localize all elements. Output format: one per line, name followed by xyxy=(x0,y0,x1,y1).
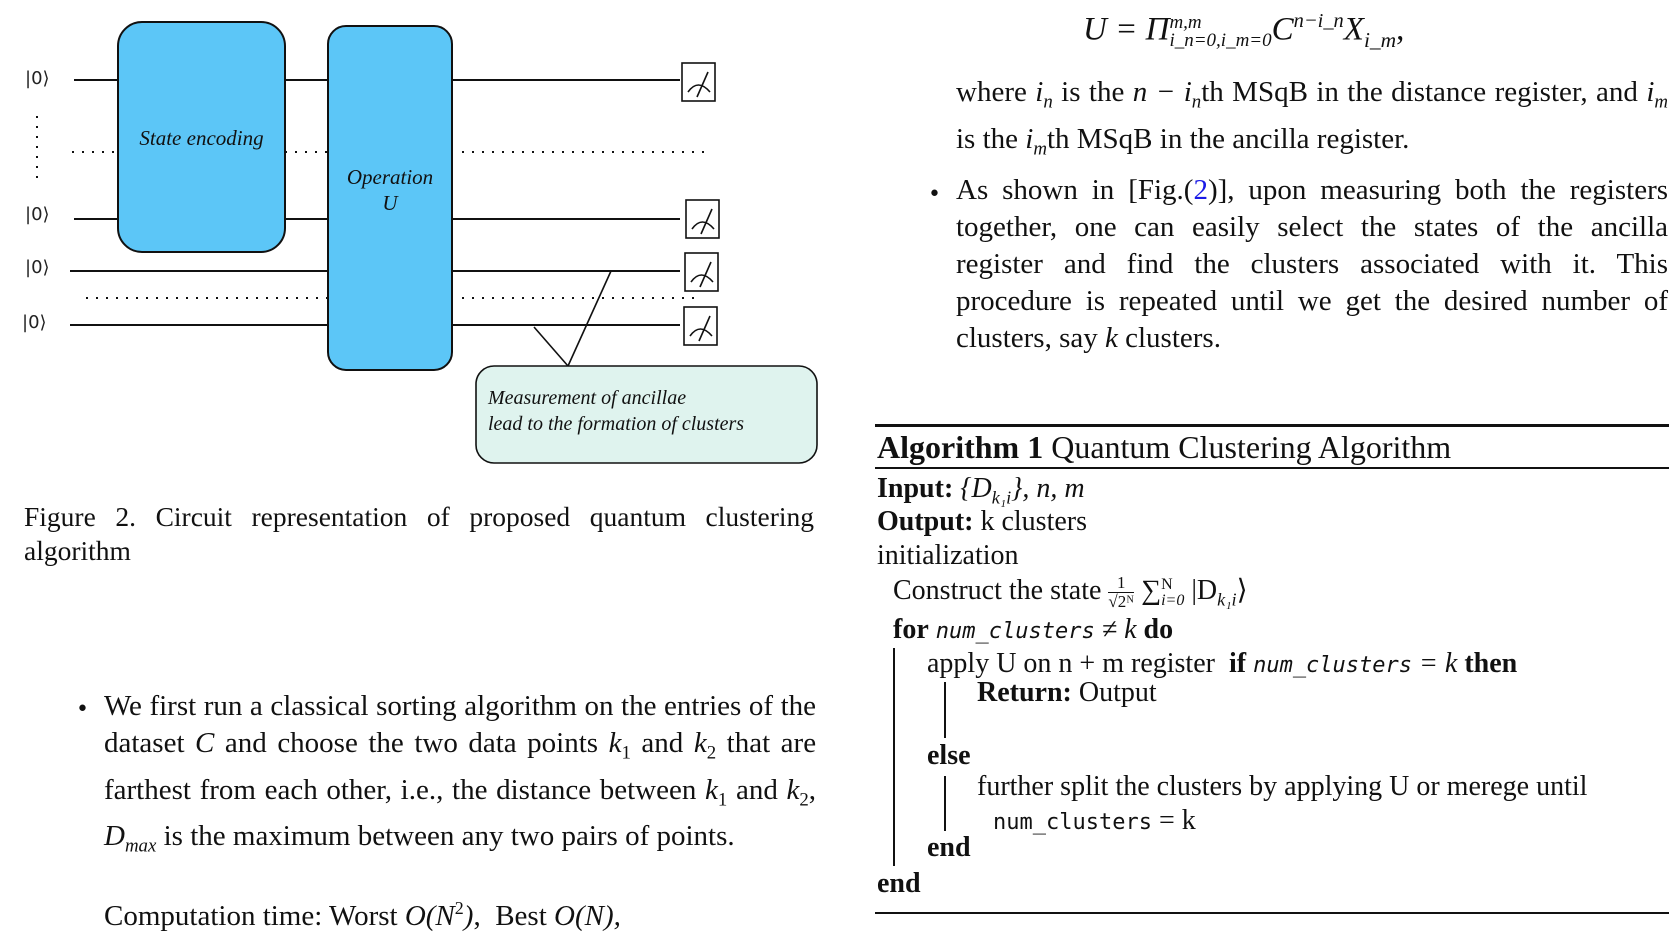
algorithm-until-cond: num_clusters = k xyxy=(993,805,1196,836)
for-block-bar xyxy=(893,648,895,866)
callout-line1: Measurement of ancillae xyxy=(488,387,687,409)
pointer-line-1 xyxy=(534,327,568,366)
pointer-line-2 xyxy=(568,271,611,366)
state-encoding-label: State encoding xyxy=(139,126,264,150)
algorithm-further: further split the clusters by applying U or merege until xyxy=(977,771,1588,802)
algorithm-else: else xyxy=(927,740,971,771)
algorithm-init: initialization xyxy=(877,540,1019,571)
algorithm-end-if: end xyxy=(927,832,971,863)
bullet-paragraph-2: As shown in [Fig.(2)], upon measuring both the registers together, one can easily select the states of the ancilla register and find the clusters associated with it. This procedure is repeated until we get the desired number of clusters, say k clusters. xyxy=(956,174,1669,354)
figure-caption: Figure 2. Circuit representation of proposed quantum clustering algorithm xyxy=(24,501,814,566)
algorithm-top-rule xyxy=(875,424,1669,427)
where-paragraph: where $i_n$ is the $n - i_nth$ MSqB in the distance register, and $i_m$ is the $i_mth$ MSqB in the ancilla register. xyxy=(956,76,1669,160)
algorithm-output: Output: k clusters xyxy=(877,506,1087,537)
qubit-label-2: |0⟩ xyxy=(25,204,50,225)
else-block-bar xyxy=(944,776,946,831)
algorithm-return: Return: Output xyxy=(977,677,1157,708)
callout-line2: lead to the formation of clusters xyxy=(488,413,745,435)
qubit-label-1: |0⟩ xyxy=(25,68,50,89)
algorithm-for-line: for num_clusters ≠ k do xyxy=(893,614,1174,645)
figure-link[interactable]: 2 xyxy=(1193,174,1208,206)
algorithm-input: Input: $\{D_{k_1i}\}$, n, m xyxy=(877,473,1085,508)
bullet-paragraph-1: We first run a classical sorting algorithm on the entries of the dataset C and choose the two data points $k_1$ and $k_2$ that are farthest from each other, i.e., the distance between $k_1$ and $k_2$, $D_{max}$ is the maximum between any two pairs of points. xyxy=(104,690,817,857)
operation-label-line2: U xyxy=(382,191,398,215)
computation-time-line: Computation time: Worst $O(N^2)$, Best O(N), xyxy=(104,898,621,932)
qubit-label-3: |0⟩ xyxy=(25,257,50,278)
operation-label-line1: Operation xyxy=(346,165,434,189)
algorithm-header: Algorithm 1 Quantum Clustering Algorithm xyxy=(877,429,1452,465)
circuit-diagram xyxy=(0,0,830,480)
algorithm-bottom-rule xyxy=(875,912,1669,914)
qubit-label-4: |0⟩ xyxy=(22,312,47,333)
algorithm-apply-line: apply U on n + m register if num_clusters = k then xyxy=(927,648,1518,679)
algorithm-construct: Construct the state $\frac{1}{\text{√2ᴺ}}$ ∑ N i=0 $|D_{k_1i}⟩$ xyxy=(893,573,1248,611)
if-block-bar xyxy=(944,682,946,738)
algorithm-mid-rule xyxy=(875,467,1669,469)
bullet-dot-2: • xyxy=(928,182,941,207)
bullet-dot-1: • xyxy=(76,697,89,722)
algorithm-end-for: end xyxy=(877,868,921,899)
equation-u: U = Π m,m i_n=0,i_m=0 $C^{n-i\_n}X_{i\_m}$, xyxy=(1083,10,1405,52)
